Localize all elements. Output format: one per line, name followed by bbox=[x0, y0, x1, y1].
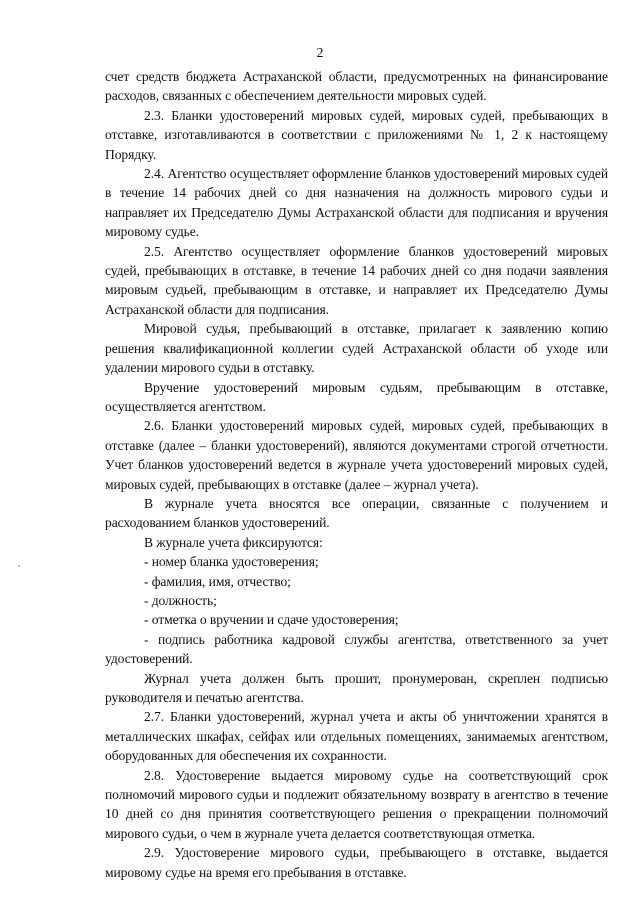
paragraph-2-7: 2.7. Бланки удостоверений, журнал учета и акты об уничтожении хранятся в металлических шкафах, сейфах или отдельных помещениях, занимаемых агентством, оборудованных для обеспечения их сохранности. bbox=[105, 709, 608, 764]
paragraph-journal-operations: В журнале учета вносятся все операции, связанные с получением и расходованием бланков удостоверений. bbox=[105, 495, 608, 531]
paragraph-continuation: счет средств бюджета Астраханской области, предусмотренных на финансирование расходов, связанных с обеспечением деятельности мировых судей. bbox=[105, 69, 608, 104]
paragraph-2-5: 2.5. Агентство осуществляет оформление бланков удостоверений мировых судей, пребывающих в отставке, в течение 14 рабочих дней со дня подачи заявления мировым судьей, пребывающим в отставке, и направляет их Председателю Думы Астраханской области для подписания. bbox=[105, 243, 608, 317]
page-number: 2 bbox=[316, 46, 324, 61]
paragraph-2-9: 2.9. Удостоверение мирового судьи, пребывающего в отставке, выдается мировому судье на время его пребывания в отставке. bbox=[105, 845, 608, 880]
paragraph-2-6: 2.6. Бланки удостоверений мировых судей, мировых судей, пребывающих в отставке (далее – бланки удостоверений), являются документами строгой отчетности. Учет бланков удостоверений ведется в журнале учета удостоверений мировых судей, мировых судей, пребывающих в отставке (далее – журнал учета). bbox=[105, 418, 608, 492]
paragraph-retired-judge-attachment: Мировой судья, пребывающий в отставке, прилагает к заявлению копию решения квалификационной коллегии судей Астраханской области об уходе или удалении мирового судьи в отставку. bbox=[105, 321, 608, 376]
paragraph-2-8: 2.8. Удостоверение выдается мировому судье на соответствующий срок полномочий мирового судьи и подлежит обязательному возврату в агентство в течение 10 дней со дня принятия соответствующего решения о прекращении полномочий мирового судьи, о чем в журнале учета делается соответствующая отметка. bbox=[105, 767, 608, 841]
list-item: - фамилия, имя, отчество; bbox=[144, 573, 291, 589]
list-item: - отметка о вручении и сдаче удостоверения; bbox=[144, 612, 399, 628]
paragraph-2-3: 2.3. Бланки удостоверений мировых судей, мировых судей, пребывающих в отставке, изготавливаются в соответствии с приложениями № 1, 2 к настоящему Порядку. bbox=[105, 107, 608, 162]
paragraph-handover: Вручение удостоверений мировым судьям, пребывающим в отставке, осуществляется агентством. bbox=[105, 379, 608, 414]
document-body bbox=[105, 67, 608, 882]
scan-artifact bbox=[18, 565, 20, 567]
list-item: - номер бланка удостоверения; bbox=[144, 554, 319, 570]
list-item: - подпись работника кадровой службы агентства, ответственного за учет удостоверений. bbox=[105, 631, 608, 667]
list-item: - должность; bbox=[144, 592, 217, 608]
paragraph-journal-records: В журнале учета фиксируются: bbox=[144, 534, 323, 550]
paragraph-journal-binding: Журнал учета должен быть прошит, пронумерован, скреплен подписью руководителя и печатью агентства. bbox=[105, 670, 608, 705]
paragraph-2-4: 2.4. Агентство осуществляет оформление бланков удостоверений мировых судей в течение 14 рабочих дней со дня назначения на должность мирового судьи и направляет их Председателю Думы Астраханской области для подписания и вручения мировому судье. bbox=[105, 166, 608, 240]
